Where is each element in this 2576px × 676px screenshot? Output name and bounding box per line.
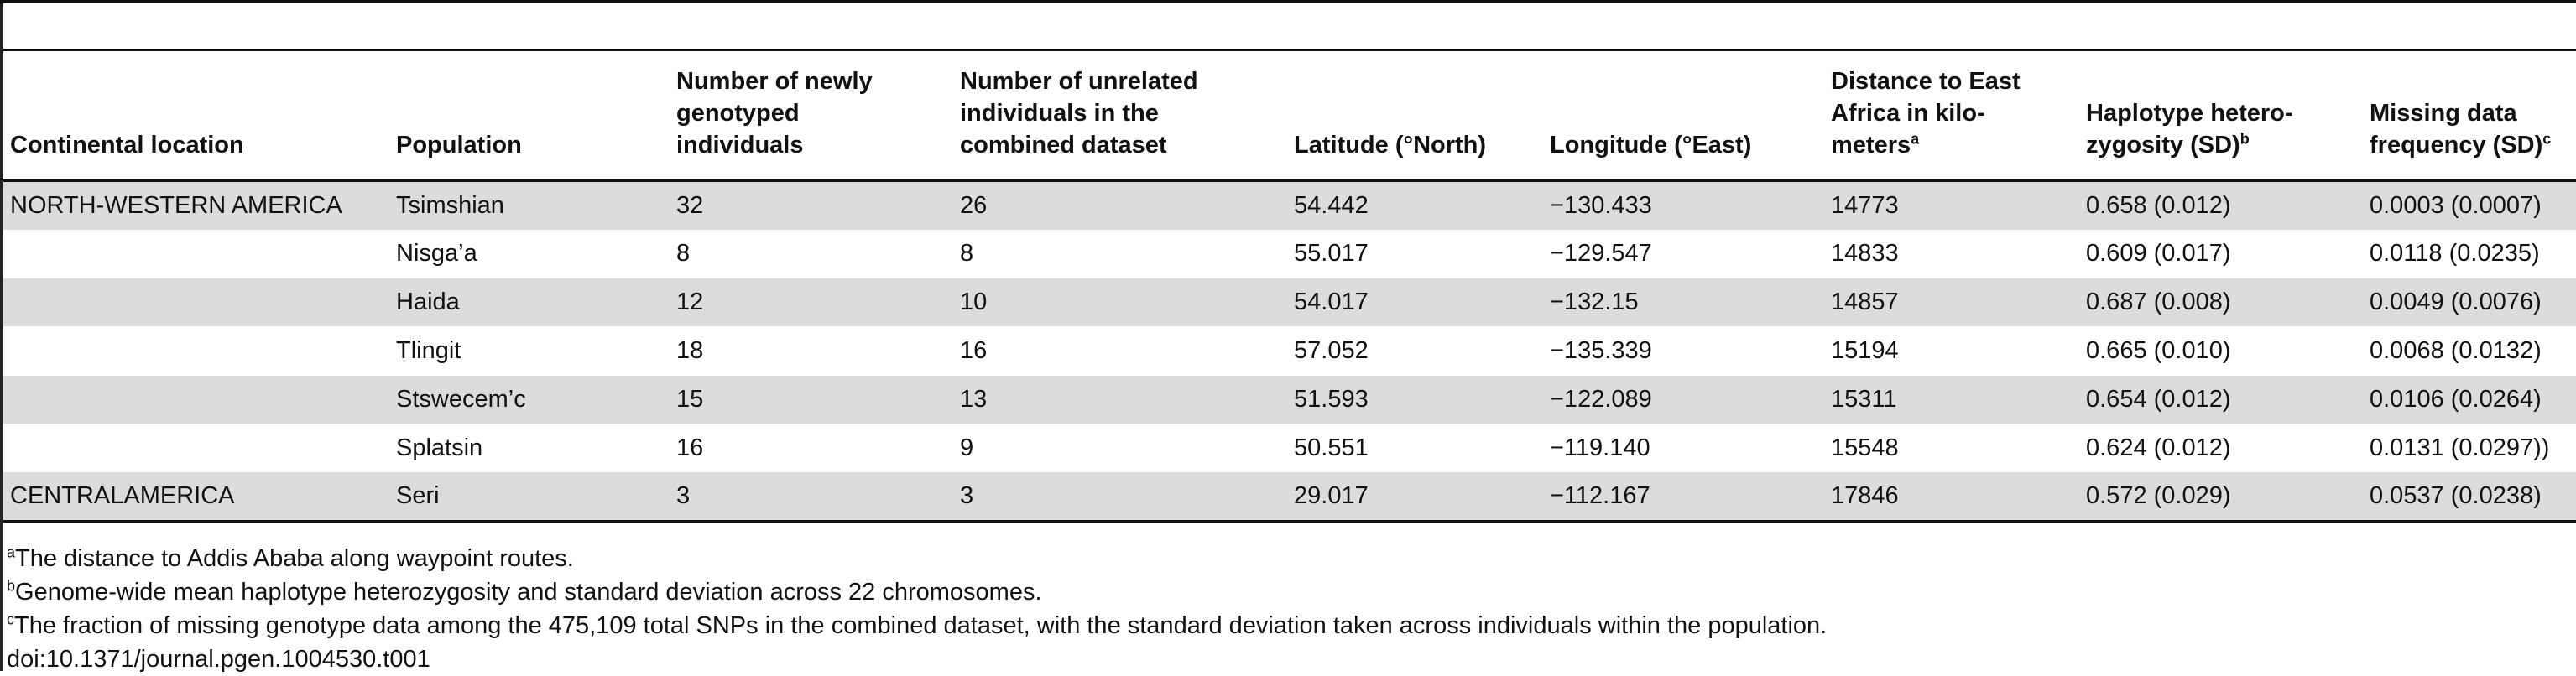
cell-newly-genotyped: 3 xyxy=(676,482,691,509)
table-row xyxy=(3,424,2576,472)
cell-distance: 17846 xyxy=(1831,482,1899,509)
footnote-mark-a: a xyxy=(1911,130,1920,148)
cell-longitude: −135.339 xyxy=(1550,337,1652,364)
cell-haplotype-heterozygosity: 0.572 (0.029) xyxy=(2086,482,2231,509)
cell-unrelated-individuals: 16 xyxy=(960,337,988,364)
cell-haplotype-heterozygosity: 0.658 (0.012) xyxy=(2086,192,2231,219)
cell-latitude: 55.017 xyxy=(1294,240,1369,267)
cell-unrelated-individuals: 9 xyxy=(960,434,974,461)
cell-longitude: −122.089 xyxy=(1550,386,1652,413)
cell-missing-data: 0.0003 (0.0007) xyxy=(2370,192,2542,219)
cell-haplotype-heterozygosity: 0.609 (0.017) xyxy=(2086,240,2231,267)
cell-unrelated-individuals: 13 xyxy=(960,386,988,413)
footnote-mark-b: b xyxy=(2240,130,2250,148)
cell-newly-genotyped: 8 xyxy=(676,240,691,267)
cell-missing-data: 0.0537 (0.0238) xyxy=(2370,482,2542,509)
cell-distance: 14857 xyxy=(1831,289,1899,315)
table-row xyxy=(3,376,2576,424)
table-row xyxy=(3,327,2576,375)
cell-haplotype-heterozygosity: 0.624 (0.012) xyxy=(2086,434,2231,461)
header-unrelated-individuals: Number of unrelated individuals in the combined dataset xyxy=(960,68,1198,159)
cell-longitude: −129.547 xyxy=(1550,240,1652,267)
cell-missing-data: 0.0118 (0.0235) xyxy=(2370,240,2540,267)
cell-latitude: 50.551 xyxy=(1294,434,1369,461)
cell-newly-genotyped: 16 xyxy=(676,434,704,461)
cell-unrelated-individuals: 3 xyxy=(960,482,974,509)
header-newly-genotyped: Number of newly genotyped individuals xyxy=(676,68,873,159)
cell-longitude: −119.140 xyxy=(1550,434,1650,461)
cell-latitude: 51.593 xyxy=(1294,386,1369,413)
header-continental-location: Continental location xyxy=(10,132,244,159)
cell-unrelated-individuals: 26 xyxy=(960,192,988,219)
cell-continental-location: CENTRALAMERICA xyxy=(10,482,235,509)
top-rule xyxy=(0,0,2576,3)
cell-haplotype-heterozygosity: 0.687 (0.008) xyxy=(2086,289,2231,315)
cell-unrelated-individuals: 8 xyxy=(960,240,974,267)
footnote-mark-c: c xyxy=(2542,130,2552,148)
cell-latitude: 54.017 xyxy=(1294,289,1369,315)
header-haplotype-heterozygosity: Haplotype hetero- zygosity (SD)$^b$ xyxy=(2086,100,2293,159)
cell-missing-data: 0.0068 (0.0132) xyxy=(2370,337,2542,364)
header-missing-data: Missing data frequency (SD)$^c$ xyxy=(2370,100,2552,159)
table-body xyxy=(3,182,2576,520)
cell-population: Haida xyxy=(396,289,460,315)
table-row xyxy=(3,230,2576,278)
cell-longitude: −130.433 xyxy=(1550,192,1652,219)
cell-population: Seri xyxy=(396,482,440,509)
cell-haplotype-heterozygosity: 0.654 (0.012) xyxy=(2086,386,2231,413)
cell-population: Stswecem’c xyxy=(396,386,526,413)
cell-longitude: −112.167 xyxy=(1550,482,1650,509)
cell-population: Splatsin xyxy=(396,434,483,461)
table-header xyxy=(3,51,2576,179)
header-distance: Distance to East Africa in kilo- meters$^a$ xyxy=(1831,68,2021,159)
cell-newly-genotyped: 12 xyxy=(676,289,704,315)
cell-missing-data: 0.0049 (0.0076) xyxy=(2370,289,2542,315)
cell-population: Nisga’a xyxy=(396,240,477,267)
cell-longitude: −132.15 xyxy=(1550,289,1639,315)
doi-line: doi:10.1371/journal.pgen.1004530.t001 xyxy=(7,646,430,673)
header-longitude: Longitude (°East) xyxy=(1550,132,1752,159)
footnote-b: $^b$Genome-wide mean haplotype heterozygosity and standard deviation across 22 chromosomes. xyxy=(7,577,1042,606)
cell-latitude: 54.442 xyxy=(1294,192,1369,219)
cell-latitude: 29.017 xyxy=(1294,482,1369,509)
cell-distance: 14833 xyxy=(1831,240,1899,267)
cell-distance: 15548 xyxy=(1831,434,1899,461)
cell-population: Tsimshian xyxy=(396,192,504,219)
cell-distance: 14773 xyxy=(1831,192,1899,219)
cell-missing-data: 0.0131 (0.0297)) xyxy=(2370,434,2550,461)
cell-newly-genotyped: 18 xyxy=(676,337,704,364)
cell-unrelated-individuals: 10 xyxy=(960,289,988,315)
cell-newly-genotyped: 15 xyxy=(676,386,704,413)
cell-population: Tlingit xyxy=(396,337,461,364)
footnote-a: $^a$The distance to Addis Ababa along waypoint routes. xyxy=(7,543,574,572)
table-bottom-rule xyxy=(3,520,2576,523)
table-row xyxy=(3,182,2576,230)
table-row xyxy=(3,278,2576,326)
cell-missing-data: 0.0106 (0.0264) xyxy=(2370,386,2542,413)
cell-haplotype-heterozygosity: 0.665 (0.010) xyxy=(2086,337,2231,364)
cell-distance: 15194 xyxy=(1831,337,1899,364)
cell-continental-location: NORTH-WESTERN AMERICA xyxy=(10,192,342,219)
header-population: Population xyxy=(396,132,522,159)
footnotes xyxy=(7,542,2524,676)
footnote-c: $^c$The fraction of missing genotype data among the 475,109 total SNPs in the combined dataset, with the standard deviation taken across individuals within the population. xyxy=(7,611,1828,639)
cell-latitude: 57.052 xyxy=(1294,337,1369,364)
table-row xyxy=(3,472,2576,520)
cell-distance: 15311 xyxy=(1831,386,1897,413)
header-latitude: Latitude (°North) xyxy=(1294,132,1487,159)
cell-newly-genotyped: 32 xyxy=(676,192,704,219)
